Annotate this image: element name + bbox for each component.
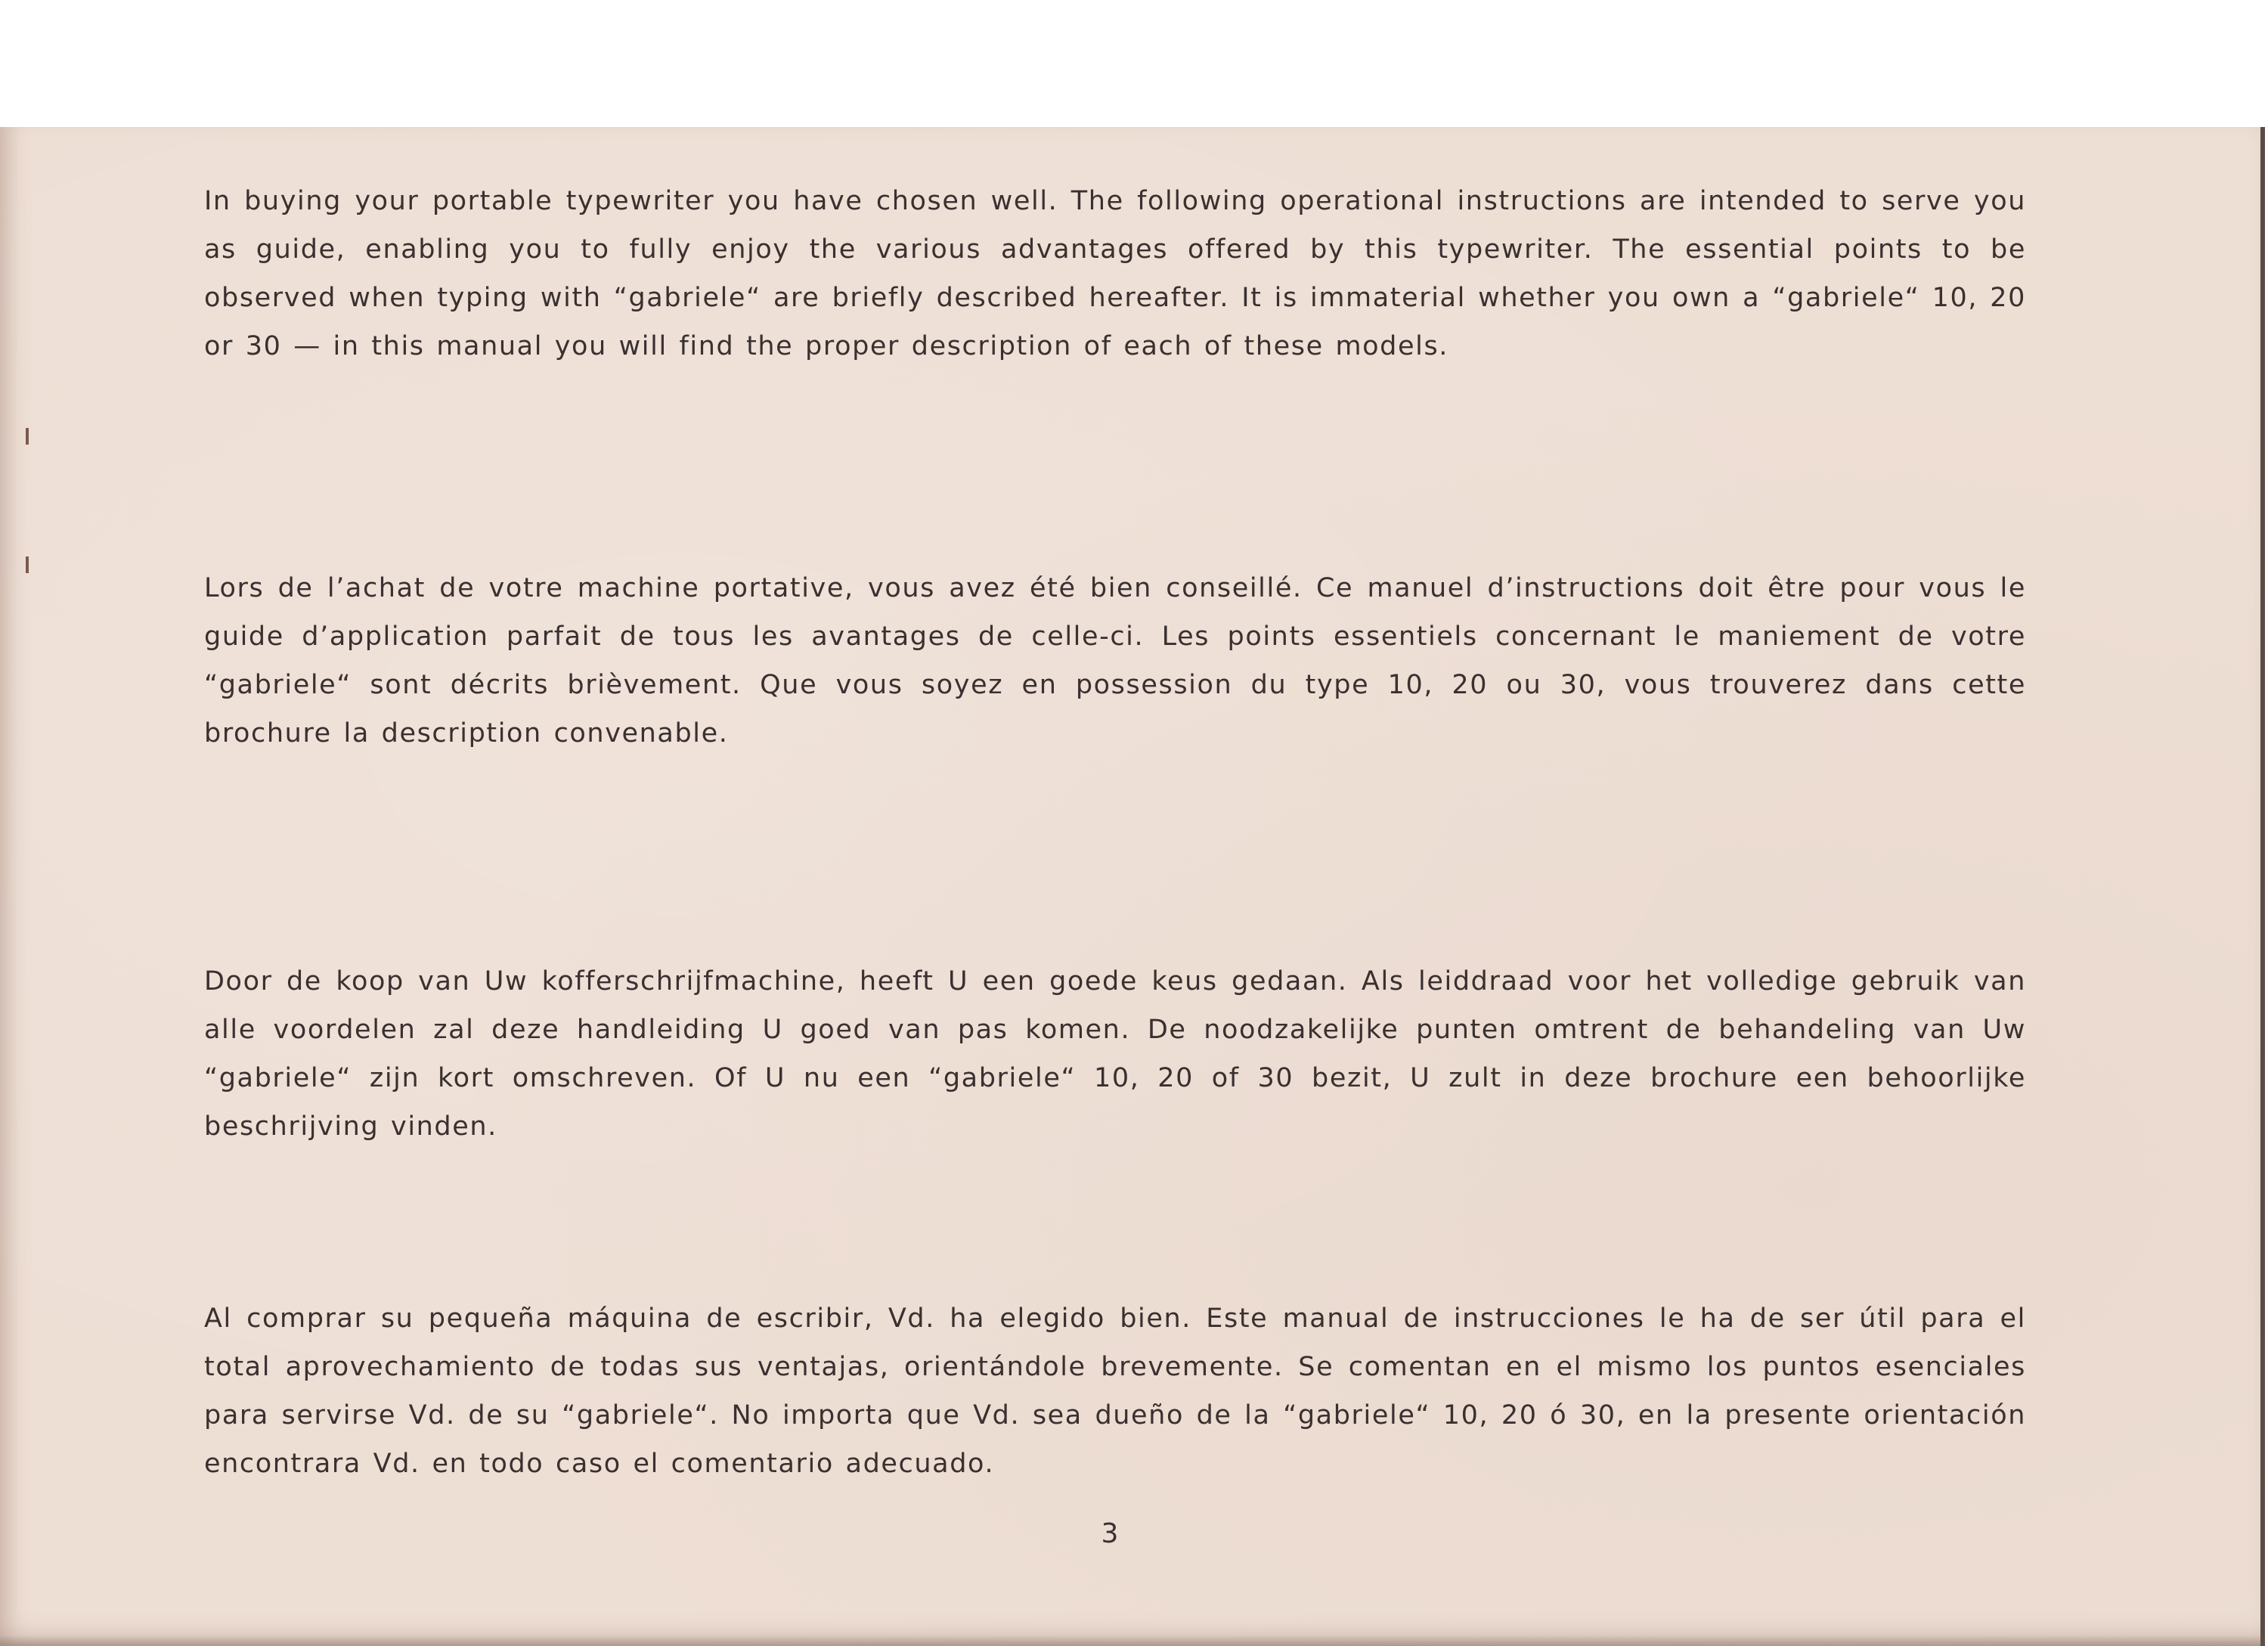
page-bottom-shadow (0, 1635, 2265, 1646)
page-edge (2260, 127, 2265, 1646)
paragraph-spanish: Al comprar su pequeña máquina de escribir, Vd. ha elegido bien. Este manual de instrucciones le ha de ser útil para el total aprovechamiento de todas sus ventajas, orientándole brevemente. Se comentan en el mismo los puntos esenciales para servirse Vd. de su “gabriele“. No importa que Vd. sea dueño de la “gabriele“ 10, 20 ó 30, en la presente orientación encontrara Vd. en todo caso el comentario adecuado. (204, 1303, 2026, 1479)
page-number: 3 (1101, 1518, 1119, 1549)
paragraph-dutch: Door de koop van Uw kofferschrijfmachine, heeft U een goede keus gedaan. Als leiddraad voor het volledige gebruik van alle voordelen zal deze handleiding U goed van pas komen. De noodzakelijke punten omtrent de behandeling van Uw “gabriele“ zijn kort omschreven. Of U nu een “gabriele“ 10, 20 of 30 bezit, U zult in deze brochure een behoorlijke beschrijving vinden. (204, 966, 2026, 1142)
paragraph-english: In buying your portable typewriter you have chosen well. The following operational instructions are intended to serve you as guide, enabling you to fully enjoy the various advantages offered by this typewriter. The essential points to be observed when typing with “gabriele“ are briefly described hereafter. It is immaterial whether you own a “gabriele“ 10, 20 or 30 — in this manual you will find the proper description of each of these models. (204, 186, 2026, 361)
binding-mark (26, 428, 29, 445)
binding-mark (26, 556, 29, 573)
manual-page (0, 127, 2265, 1646)
paragraph-french: Lors de l’achat de votre machine portative, vous avez été bien conseillé. Ce manuel d’instructions doit être pour vous le guide d’application parfait de tous les avantages de celle-ci. Les points essentiels concernant le maniement de votre “gabriele“ sont décrits brièvement. Que vous soyez en possession du type 10, 20 ou 30, vous trouverez dans cette brochure la description convenable. (204, 573, 2026, 749)
